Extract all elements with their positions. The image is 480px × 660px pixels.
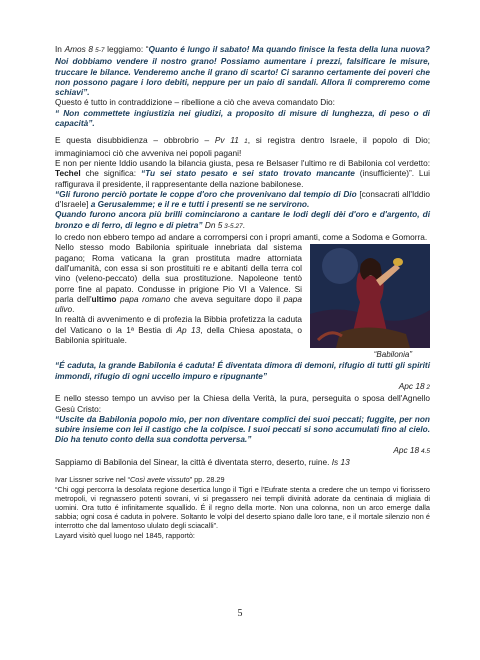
text: , si registra dentro Israele, il popolo di Dio; immaginiamoci ciò che avveniva nei popoli pagani! xyxy=(55,135,431,158)
scripture-reference: Apc 18 xyxy=(398,380,425,391)
text: leggiamo: “ xyxy=(104,44,149,54)
text: , della Chiesa apostata, o Babilonia spirituale. xyxy=(55,324,303,346)
scripture-quote: Quanto é lungo il sabato! Ma quando finisce la festa della luna nuova? Noi dobbiamo vendere il nostro grano! Possiamo aumentare i prezzi, falsificare le misure, truccare le bilance. Venderemo anche il grano di scarto! Ci saranno certamente dei poveri che non possono pagare i loro debiti, neppure per un paio di sandali. Allora li compreremo come schiavi”. xyxy=(55,44,430,98)
text: Questo é tutto in contraddizione – ribellione a ciò che aveva comandato Dio: xyxy=(55,97,335,108)
text: . xyxy=(242,219,245,230)
paragraph-avviso xyxy=(55,393,430,444)
quote: “Chi oggi percorra la desolata regione desertica lungo il Tigri e l'Eufrate stenta a credere che un tempo vi fiorissero metropoli, vi regnassero potenti sovrani, vi si pregassero nei templi divinità adorate da centinaia di migliaia di uomini. Ora tutto é infinitamente squallido. É il regno della morte. Non una colonna, non un arco emerge dalla sabbia; ogni cosa é caduta in polvere. Soltanto le volpi del deserto spiano dalle loro tane, e il mortale silenzio non é interrotto che dal lamentoso ululato degli sciacalli”. xyxy=(55,484,430,531)
book-title: Così avete vissuto xyxy=(130,475,190,485)
scripture-reference: Apc 18 xyxy=(393,444,420,455)
text: che significa: xyxy=(80,168,141,179)
verse-number: 3-5.27 xyxy=(222,222,243,230)
keyword-techel: Techel xyxy=(55,168,81,179)
scripture-reference: Is 13 xyxy=(331,457,350,468)
paragraph-amos xyxy=(55,44,430,128)
emphasis: papa ulivo xyxy=(55,293,302,315)
text: ” pp. 28.29 xyxy=(189,475,225,485)
paragraph-disobedience xyxy=(55,135,430,158)
text: Io credo non ebbero tempo ad andare a corrompersi con i propri amanti, come a Sodoma e Gomorra. xyxy=(55,232,428,243)
verse-number: 5-7 xyxy=(93,47,105,54)
text: E non per niente Iddio usando la bilancia giusta, pesa re Belsaser l'ultimo re di Babilonia col verdetto: xyxy=(55,157,430,168)
emphasis: ultimo xyxy=(91,293,117,304)
scripture-reference: Pv 11 xyxy=(214,135,239,146)
text: E nello stesso tempo un avviso per la Chiesa della Verità, la pura, perseguita o sposa dell'Agnello Gesù Cristo: xyxy=(55,393,430,414)
text: Sappiamo di Babilonia del Sinear, la città é diventata sterro, deserto, ruine. xyxy=(55,457,332,468)
text: Nello stesso modo Babilonia spirituale innebriata dal sistema pagano; Roma vaticana la gran prostituta madre attorniata dall'umanità, con essa si son prostituiti re e abitanti della terra col vino (veleno-peccato) della sua prostituzione. Napoleone tentò porre fine al papato. Condusse in prigione Pio VI a Valence. Si parla dell' xyxy=(55,242,302,304)
scripture-quote: “Tu sei stato pesato e sei stato trovato mancante xyxy=(140,168,355,179)
emphasis: papa romano xyxy=(120,293,171,304)
scripture-quote: “Uscite da Babilonia popolo mio, per non diventare complici dei suoi peccati; fuggite, per non subire insieme con lei il castigo che la colpisce. I suoi peccati si sono accumulati fino al cielo. Dio ha tenuto conto della sua condotta perversa.” xyxy=(55,413,430,445)
reference-apc-18-2 xyxy=(55,381,430,393)
text: [consacrati all'Iddio d'Israele] xyxy=(55,188,430,210)
babilonia-illustration xyxy=(310,244,430,348)
scripture-reference: Dn 5 xyxy=(202,219,223,230)
scripture-quote: “É caduta, la grande Babilonia é caduta! É diventata dimora di demoni, rifugio di tutti gli spiriti immondi, rifugio di ogni uccello impuro e ripugnante” xyxy=(55,360,430,381)
verse-number: 4.5 xyxy=(419,447,430,455)
scripture-quote: a Gerusalemme; e il re e tutti i presenti se ne servirono. xyxy=(90,199,310,210)
verse-number: 2 xyxy=(424,383,430,391)
page-number: 5 xyxy=(237,608,243,619)
text: Ivar Lissner scrive nel “ xyxy=(55,475,131,485)
scripture-quote: “ Non commettete ingiustizia nei giudizi, a proposito di misure di lunghezza, di peso o di capacità”. xyxy=(55,107,430,129)
paragraph-babilonia-caduta xyxy=(55,360,430,381)
figure-caption: “Babilonia” xyxy=(373,350,412,360)
reference-apc-18-4 xyxy=(55,445,430,457)
text: (insufficiente)”. Lui raffigurava il presidente, il rappresentante della nazione babilonese. xyxy=(55,168,431,189)
scripture-quote: Quando furono ancora più brilli cominciarono a cantare le lodi degli dèi d'oro e d'argento, di bronzo e di ferro, di legno e di pietra” xyxy=(55,209,430,230)
verse-number: 1 xyxy=(238,138,248,146)
paragraph-belsaser xyxy=(55,158,430,189)
text: . xyxy=(72,304,75,315)
text: In xyxy=(55,44,65,54)
paragraph-sodoma xyxy=(55,232,430,242)
text: che aveva seguitare dopo il xyxy=(170,293,284,304)
scripture-quote: “Gli furono perciò portate le coppe d'oro che provenivano dal tempio di Dio xyxy=(55,188,357,199)
text: E questa disubbidienza – obbrobrio – xyxy=(55,135,215,146)
text: In realtà di avvenimento e di profezia la Bibbia profetizza la caduta del Vaticano o la 1ª Bestia di xyxy=(55,314,302,335)
paragraph-lissner xyxy=(55,475,430,539)
scripture-reference: Amos 8 xyxy=(64,44,94,54)
woman-on-beast-image xyxy=(310,244,430,348)
scripture-reference: Ap 13 xyxy=(176,324,201,335)
paragraph-sinear xyxy=(55,457,430,467)
paragraph-daniel xyxy=(55,189,430,232)
text: Layard visitò quel luogo nel 1845, rapportò: xyxy=(55,530,195,540)
